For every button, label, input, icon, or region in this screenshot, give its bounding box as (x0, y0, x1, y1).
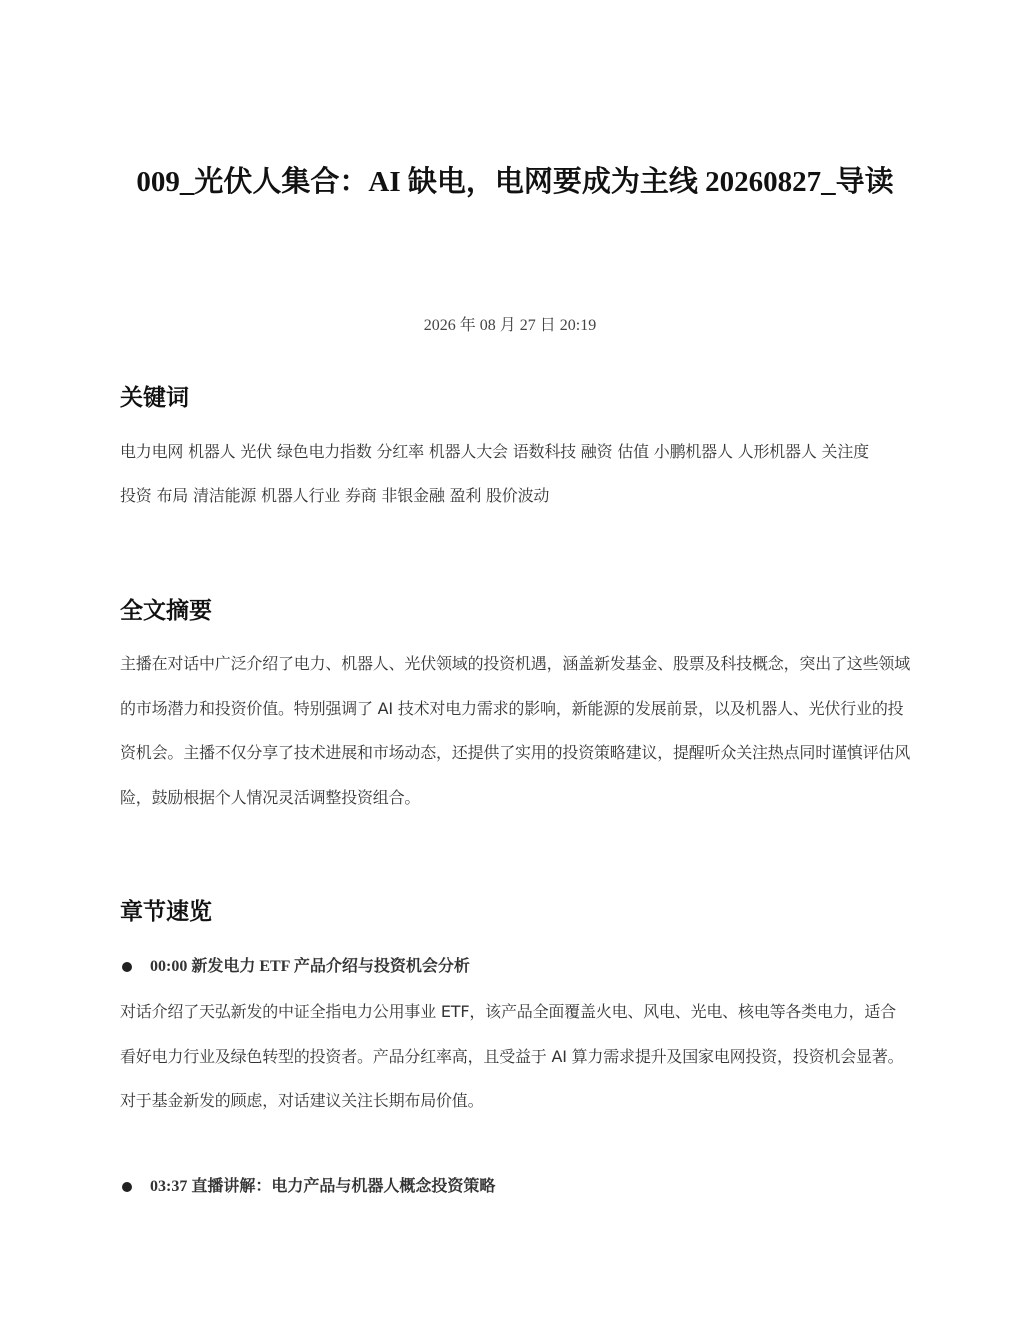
chapter-text: 对话介绍了天弘新发的中证全指电力公用事业 ETF，该产品全面覆盖火电、风电、光电、核电等各类电力，适合看好电力行业及绿色转型的投资者。产品分红率高，且受益于 AI 算力需求提升及国家电网投资，投资机会显著。对于基金新发的顾虑，对话建议关注长期布局价值。 (120, 1002, 904, 1110)
chapter-title: 03:37 直播讲解：电力产品与机器人概念投资策略 (150, 1178, 496, 1195)
document-title: 009_光伏人集合：AI 缺电，电网要成为主线 20260827_导读 (136, 166, 894, 198)
chapter-title: 00:00 新发电力 ETF 产品介绍与投资机会分析 (150, 958, 470, 975)
keywords-line-1: 电力电网 机器人 光伏 绿色电力指数 分红率 机器人大会 语数科技 融资 估值 小鹏机器人 人形机器人 关注度 (120, 442, 869, 461)
keywords-heading: 关键词 (120, 385, 189, 411)
document-date: 2026 年 08 月 27 日 20:19 (423, 317, 597, 334)
chapters-heading: 章节速览 (120, 899, 212, 925)
keywords-line-2: 投资 布局 清洁能源 机器人行业 券商 非银金融 盈利 股价波动 (120, 486, 550, 505)
summary-heading: 全文摘要 (120, 598, 212, 624)
bullet-dot-icon (122, 962, 132, 972)
summary-text: 主播在对话中广泛介绍了电力、机器人、光伏领域的投资机遇，涵盖新发基金、股票及科技概念，突出了这些领域的市场潜力和投资价值。特别强调了 AI 技术对电力需求的影响，新能源的发展前景，以及机器人、光伏行业的投资机会。主播不仅分享了技术进展和市场动态，还提供了实用的投资策略建议，提醒听众关注热点同时谨慎评估风险，鼓励根据个人情况灵活调整投资组合。 (120, 654, 911, 807)
bullet-dot-icon (122, 1182, 132, 1192)
